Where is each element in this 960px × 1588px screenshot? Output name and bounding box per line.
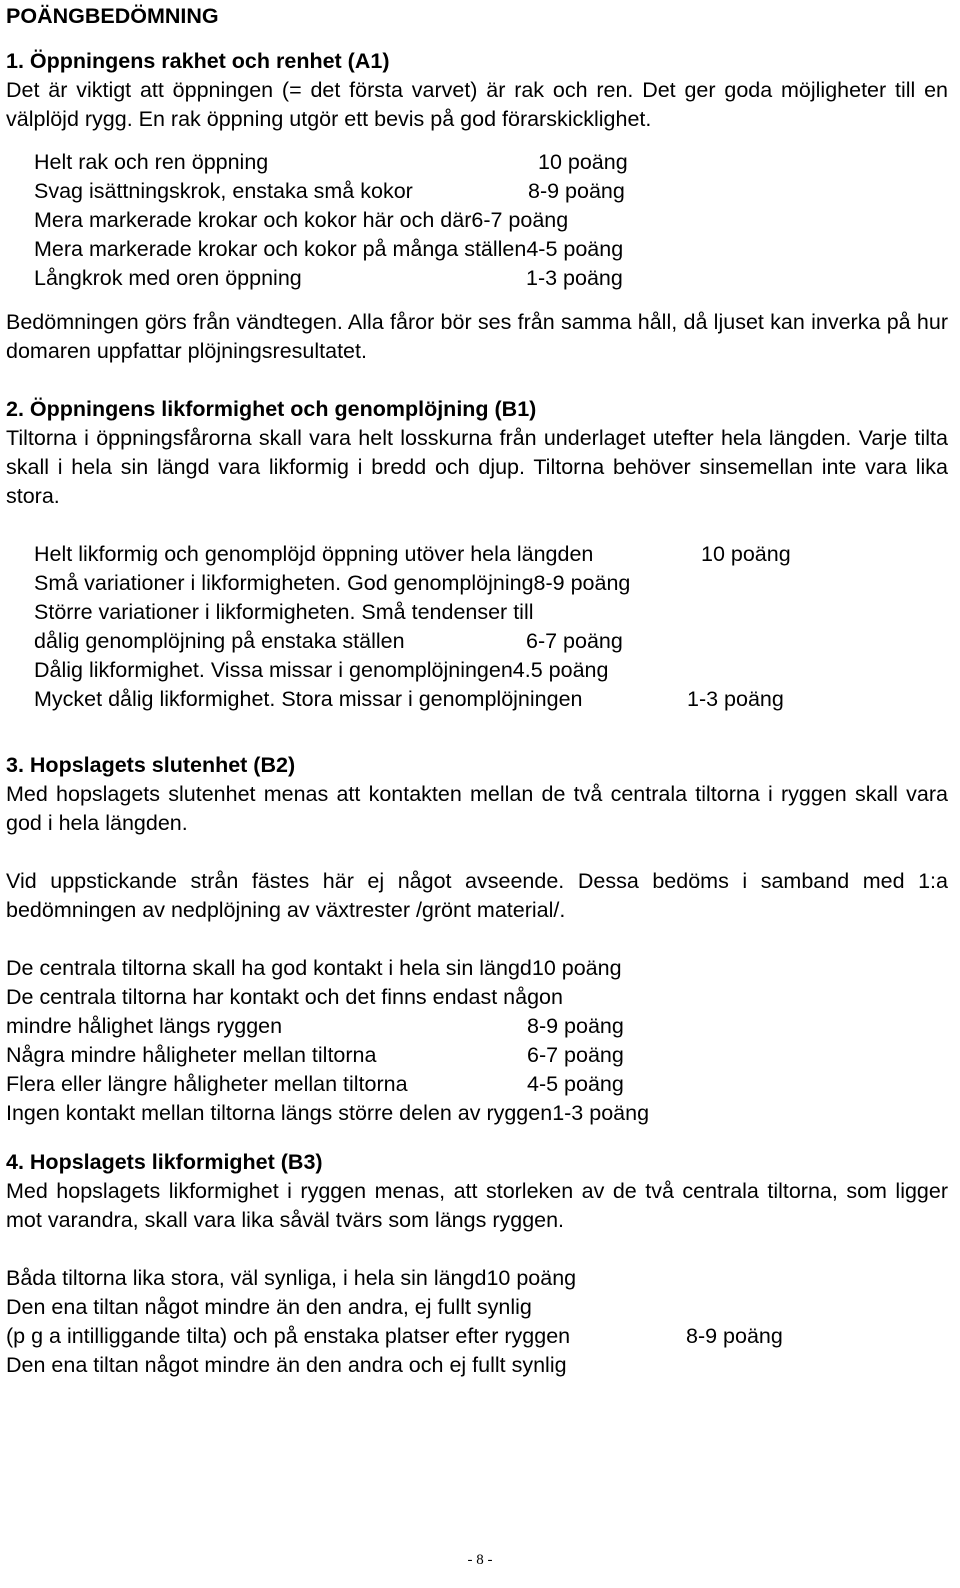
score-label: Dålig likformighet. Vissa missar i genomplöjningen (34, 658, 513, 682)
score-label: De centrala tiltorna har kontakt och det finns endast någon (6, 985, 563, 1009)
section-note: Vid uppstickande strån fästes här ej något avseende. Dessa bedöms i samband med 1:a bedömningen av nedplöjning av växtrester /grönt material/. (6, 869, 948, 922)
score-value: 8-9 poäng (533, 571, 631, 595)
score-value: 8-9 poäng (527, 1014, 624, 1038)
score-value: 4.5 poäng (512, 658, 609, 682)
section-heading: 1. Öppningens rakhet och renhet (A1) (6, 49, 390, 73)
section-b2 (6, 751, 948, 1128)
score-value: 10 poäng (701, 542, 791, 566)
score-value: 1-3 poäng (526, 266, 623, 290)
score-label: Den ena tiltan något mindre än den andra och ej fullt synlig (6, 1353, 567, 1377)
section-heading: 4. Hopslagets likformighet (B3) (6, 1150, 323, 1174)
score-row (6, 1099, 948, 1128)
score-value: 8-9 poäng (686, 1324, 783, 1348)
score-value: 1-3 poäng (687, 687, 784, 711)
score-label: Större variationer i likformigheten. Små tendenser till (34, 600, 534, 624)
score-row (6, 1322, 948, 1351)
score-label: Mera markerade krokar och kokor på många ställen (34, 237, 527, 261)
score-label: dålig genomplöjning på enstaka ställen (34, 629, 405, 653)
score-label: (p g a intilliggande tilta) och på enstaka platser efter ryggen (6, 1324, 571, 1348)
score-label: Några mindre håligheter mellan tiltorna (6, 1043, 377, 1067)
score-label: Helt rak och ren öppning (34, 150, 269, 174)
score-row (6, 1351, 948, 1380)
score-label: Den ena tiltan något mindre än den andra, ej fullt synlig (6, 1295, 532, 1319)
section-b1 (6, 395, 948, 714)
score-label: Helt likformig och genomplöjd öppning utöver hela längden (34, 542, 594, 566)
score-row (34, 206, 948, 235)
score-value: 4-5 poäng (526, 237, 624, 261)
score-row (34, 540, 948, 569)
score-label: Ingen kontakt mellan tiltorna längs större delen av ryggen (6, 1101, 553, 1125)
score-row (6, 1264, 948, 1293)
score-table (6, 1264, 948, 1380)
score-label: Mycket dålig likformighet. Stora missar i genomplöjningen (34, 687, 583, 711)
score-row (34, 235, 948, 264)
score-row (6, 983, 948, 1012)
score-table (6, 954, 948, 1128)
score-value: 10 poäng (538, 150, 628, 174)
section-intro: Det är viktigt att öppningen (= det första varvet) är rak och ren. Det ger goda möjligheter till en välplöjd rygg. En rak öppning utgör ett bevis på god förarskicklighet. (6, 78, 948, 131)
score-row (34, 569, 948, 598)
document-page (6, 0, 948, 1380)
section-note: Bedömningen görs från vändtegen. Alla fåror bör ses från samma håll, då ljuset kan inverka på hur domaren uppfattar plöjningsresultatet. (6, 310, 948, 363)
score-row (34, 685, 948, 714)
section-heading: 3. Hopslagets slutenhet (B2) (6, 753, 296, 777)
score-value: 1-3 poäng (552, 1101, 650, 1125)
score-label: Flera eller längre håligheter mellan tiltorna (6, 1072, 408, 1096)
score-value: 6-7 poäng (526, 629, 623, 653)
score-row (34, 177, 948, 206)
score-value: 8-9 poäng (528, 179, 625, 203)
score-table (34, 540, 948, 714)
section-intro: Med hopslagets likformighet i ryggen menas, att storleken av de två centrala tiltorna, som ligger mot varandra, skall vara lika såväl tvärs som längs ryggen. (6, 1179, 948, 1232)
score-row (6, 1041, 948, 1070)
section-intro: Tiltorna i öppningsfårorna skall vara helt losskurna från underlaget utefter hela längden. Varje tilta skall i hela sin längd vara likformig i bredd och djup. Tiltorna behöver sinsemellan inte vara lika stora. (6, 426, 948, 508)
score-row (34, 264, 948, 293)
score-label: mindre hålighet längs ryggen (6, 1014, 283, 1038)
score-row (34, 656, 948, 685)
page-title: POÄNGBEDÖMNING (6, 4, 219, 28)
score-label: Mera markerade krokar och kokor här och där (34, 208, 472, 232)
score-value: 10 poäng (531, 956, 622, 980)
section-intro: Med hopslagets slutenhet menas att kontakten mellan de två centrala tiltorna i ryggen skall vara god i hela längden. (6, 782, 948, 835)
score-label: De centrala tiltorna skall ha god kontakt i hela sin längd (6, 956, 532, 980)
score-value: 4-5 poäng (527, 1072, 624, 1096)
score-row (6, 1012, 948, 1041)
section-b3 (6, 1148, 948, 1380)
score-label: Svag isättningskrok, enstaka små kokor (34, 179, 413, 203)
score-row (6, 1293, 948, 1322)
section-a1 (6, 47, 948, 366)
score-row (6, 1070, 948, 1099)
score-value: 10 poäng (486, 1266, 577, 1290)
score-row (6, 954, 948, 983)
score-row (34, 148, 948, 177)
score-label: Båda tiltorna lika stora, väl synliga, i hela sin längd (6, 1266, 487, 1290)
section-heading: 2. Öppningens likformighet och genomplöjning (B1) (6, 397, 537, 421)
score-row (34, 627, 948, 656)
page-number: - 8 - (467, 1552, 493, 1568)
score-value: 6-7 poäng (471, 208, 569, 232)
score-value: 6-7 poäng (527, 1043, 624, 1067)
score-label: Små variationer i likformigheten. God genomplöjning (34, 571, 534, 595)
score-row (34, 598, 948, 627)
score-label: Långkrok med oren öppning (34, 266, 302, 290)
score-table (34, 148, 948, 293)
